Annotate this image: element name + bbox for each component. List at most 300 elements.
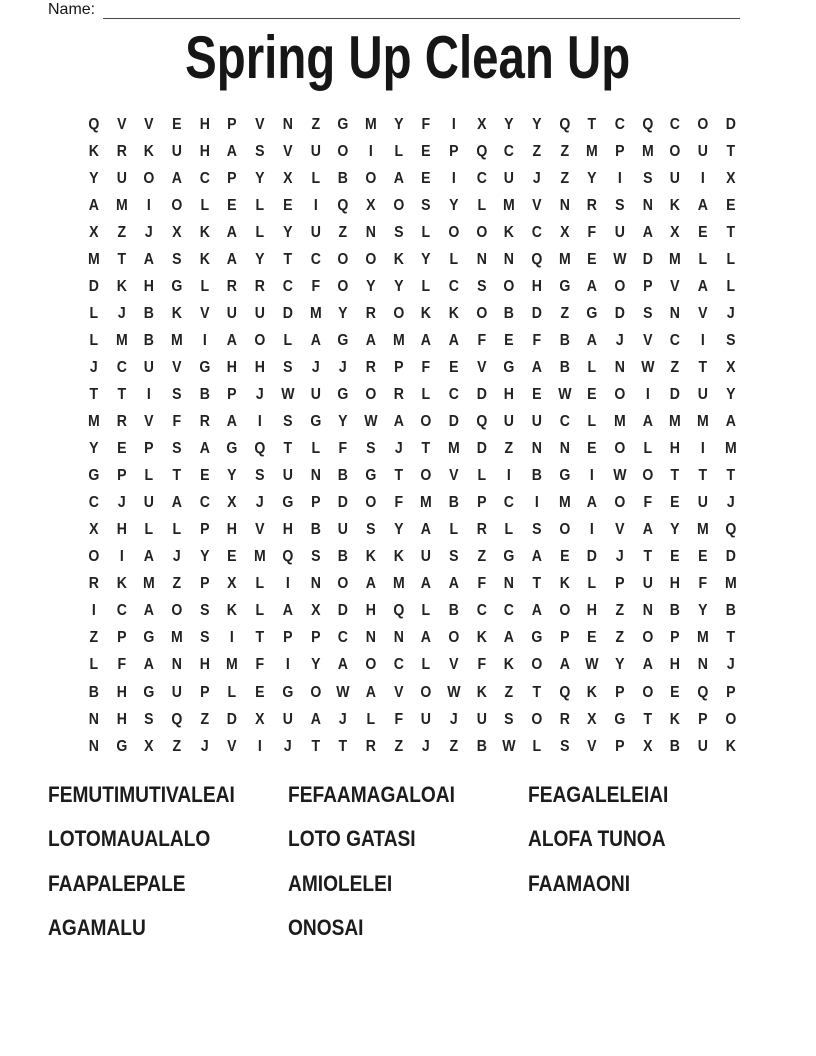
grid-cell: T [698,467,708,485]
grid-cell: O [392,304,404,322]
grid-cell: Z [477,548,486,566]
grid-cell: R [393,385,404,403]
grid-cell: L [587,358,597,376]
grid-cell: M [171,331,183,349]
grid-cell: O [642,629,654,647]
grid-cell: C [282,277,293,295]
grid-cell: Y [449,196,459,214]
grid-cell: W [557,385,572,403]
grid-cell: B [725,602,736,620]
grid-cell: X [587,710,597,728]
grid-cell: K [504,223,515,241]
grid-cell: D [476,385,487,403]
grid-cell: Q [88,115,100,133]
grid-cell: X [725,169,736,187]
grid-cell: V [172,358,182,376]
grid-cell: Y [587,169,597,187]
grid-cell: Z [172,737,182,755]
grid-cell: H [199,656,210,674]
grid-cell: G [199,358,211,376]
grid-cell: C [476,169,487,187]
grid-cell: C [116,602,127,620]
grid-cell: Y [725,385,736,403]
grid-cell: P [310,494,321,512]
grid-cell: I [313,196,318,214]
grid-cell: Q [531,250,543,268]
grid-cell: B [144,304,155,322]
grid-cell: U [697,142,709,160]
grid-cell: A [642,223,653,241]
grid-cell: F [532,331,542,349]
grid-cell: R [227,277,238,295]
grid-cell: Y [670,521,680,539]
grid-cell: T [172,467,182,485]
grid-cell: S [144,710,154,728]
grid-cell: X [255,710,265,728]
grid-cell: T [394,467,403,485]
grid-cell: A [199,440,210,458]
grid-cell: K [670,196,681,214]
grid-cell: W [585,656,599,674]
grid-cell: E [670,683,680,701]
grid-cell: H [531,277,542,295]
grid-cell: E [587,385,597,403]
grid-cell: A [642,521,653,539]
grid-cell: B [337,169,349,187]
grid-cell: N [531,440,542,458]
grid-cell: R [476,521,487,539]
grid-cell: C [337,629,349,647]
grid-cell: Z [200,710,209,728]
grid-cell: J [726,304,735,322]
grid-cell: A [559,656,570,674]
puzzle-title-text: Spring Up Clean Up [185,24,631,91]
grid-cell: J [283,737,292,755]
grid-cell: I [230,629,235,647]
grid-cell: D [282,304,293,322]
grid-cell: M [614,413,626,431]
grid-cell: S [615,196,625,214]
grid-cell: A [642,656,653,674]
grid-cell: A [365,683,376,701]
grid-cell: F [311,277,320,295]
grid-cell: V [255,521,265,539]
word-item: LOTOMAUALALO [48,826,211,852]
grid-cell: K [421,304,432,322]
grid-cell: M [558,494,571,512]
grid-cell: O [475,304,487,322]
grid-cell: J [726,494,735,512]
grid-cell: X [89,223,99,241]
grid-cell: K [504,656,515,674]
grid-cell: K [227,602,238,620]
grid-cell: I [451,169,456,187]
grid-cell: Y [310,656,321,674]
grid-cell: T [283,440,292,458]
grid-cell: U [421,548,432,566]
grid-cell: N [88,737,99,755]
grid-cell: J [145,223,154,241]
grid-cell: P [199,575,210,593]
grid-cell: U [697,494,709,512]
grid-cell: O [143,169,155,187]
grid-cell: V [642,331,653,349]
grid-cell: I [285,575,290,593]
grid-cell: A [88,196,99,214]
grid-cell: Y [393,115,404,133]
grid-cell: O [337,575,349,593]
grid-cell: K [171,304,182,322]
grid-cell: J [256,385,264,403]
grid-cell: O [365,656,377,674]
grid-cell: U [531,413,542,431]
grid-cell: U [282,710,293,728]
grid-cell: T [726,629,735,647]
grid-cell: M [724,575,737,593]
grid-cell: U [421,710,432,728]
grid-cell: A [642,413,653,431]
grid-cell: S [199,602,210,620]
grid-cell: O [420,467,432,485]
grid-cell: O [365,494,377,512]
grid-cell: U [697,737,709,755]
grid-cell: O [559,602,571,620]
grid-cell: L [89,331,99,349]
grid-cell: S [421,196,431,214]
grid-cell: M [641,142,654,160]
grid-cell: M [115,331,128,349]
grid-cell: W [336,683,350,701]
word-bank-column [288,773,480,951]
grid-cell: F [477,575,486,593]
grid-cell: T [311,737,320,755]
grid-cell: A [227,250,238,268]
grid-cell: N [642,602,653,620]
grid-cell: V [144,413,154,431]
word-bank-column [48,773,263,951]
grid-cell: A [310,331,321,349]
grid-cell: L [504,521,514,539]
grid-cell: O [337,142,349,160]
grid-cell: B [144,331,155,349]
grid-cell: H [227,358,238,376]
grid-cell: H [365,602,376,620]
grid-cell: X [227,575,237,593]
grid-cell: R [254,277,266,295]
grid-cell: Y [366,277,376,295]
grid-cell: U [642,575,653,593]
grid-cell: U [697,385,709,403]
grid-cell: P [725,683,736,701]
grid-cell: G [586,304,598,322]
grid-cell: A [310,710,321,728]
grid-cell: N [171,656,182,674]
grid-cell: C [504,602,515,620]
grid-cell: E [227,548,237,566]
grid-cell: U [254,304,266,322]
grid-cell: C [88,494,99,512]
grid-cell: V [670,277,680,295]
grid-cell: C [670,331,681,349]
grid-cell: A [697,196,709,214]
grid-cell: A [144,250,155,268]
grid-cell: K [670,710,681,728]
grid-cell: R [116,142,127,160]
grid-cell: H [670,440,681,458]
grid-cell: M [447,440,460,458]
grid-cell: U [116,169,127,187]
grid-cell: F [477,331,486,349]
grid-cell: M [392,575,405,593]
grid-cell: P [282,629,293,647]
grid-cell: N [365,223,376,241]
grid-cell: D [476,440,487,458]
grid-cell: L [227,683,237,701]
grid-cell: O [420,683,432,701]
grid-cell: X [227,494,237,512]
grid-cell: I [590,467,595,485]
grid-cell: L [255,196,265,214]
grid-cell: Y [698,602,708,620]
grid-cell: R [365,304,376,322]
grid-cell: I [701,331,705,349]
grid-cell: U [227,304,238,322]
grid-cell: L [255,602,265,620]
grid-cell: S [310,548,321,566]
grid-cell: P [393,358,404,376]
grid-cell: N [642,196,653,214]
grid-cell: Q [725,521,737,539]
grid-cell: S [199,629,210,647]
grid-cell: O [559,521,571,539]
grid-cell: N [310,575,321,593]
grid-cell: F [394,494,403,512]
grid-cell: Z [311,115,320,133]
grid-cell: A [227,413,238,431]
grid-cell: K [365,548,376,566]
grid-cell: T [117,385,126,403]
grid-cell: Q [559,115,571,133]
grid-cell: S [255,467,265,485]
grid-cell: R [116,413,127,431]
grid-cell: O [365,169,377,187]
grid-cell: K [393,250,404,268]
grid-cell: X [144,737,154,755]
grid-cell: F [421,358,431,376]
grid-cell: E [449,358,459,376]
grid-cell: F [394,710,403,728]
word-item: FEMUTIMUTIVALEAI [48,782,235,807]
grid-cell: H [116,521,127,539]
grid-cell: V [144,115,154,133]
grid-cell: G [337,115,349,133]
grid-cell: R [559,710,570,728]
grid-cell: G [337,331,349,349]
grid-cell: S [504,710,514,728]
grid-cell: L [89,304,99,322]
grid-cell: D [531,304,542,322]
grid-cell: W [640,358,655,376]
grid-cell: U [504,169,515,187]
grid-cell: Q [171,710,183,728]
grid-cell: Y [89,440,99,458]
grid-cell: V [532,196,542,214]
grid-cell: Z [560,142,569,160]
grid-cell: A [144,656,155,674]
grid-cell: B [199,385,210,403]
grid-cell: S [725,331,736,349]
word-item: ALOFA TUNOA [528,826,666,852]
grid-cell: E [421,169,431,187]
word-bank [0,773,816,973]
grid-cell: N [504,575,515,593]
grid-cell: E [172,115,182,133]
grid-cell: G [614,710,626,728]
grid-cell: H [670,575,681,593]
grid-cell: V [449,467,459,485]
grid-cell: U [504,413,515,431]
grid-cell: W [613,250,627,268]
grid-cell: A [725,413,736,431]
grid-cell: H [670,656,681,674]
grid-cell: J [449,710,458,728]
grid-cell: M [226,656,239,674]
grid-cell: I [368,142,373,160]
grid-cell: T [255,629,265,647]
grid-cell: U [171,683,182,701]
grid-cell: D [670,385,681,403]
grid-cell: E [227,196,237,214]
grid-cell: P [144,440,154,458]
grid-cell: Z [670,358,680,376]
grid-cell: E [670,494,680,512]
grid-cell: H [144,277,155,295]
grid-cell: P [559,629,570,647]
grid-cell: M [115,196,128,214]
word-bank-column [528,773,689,906]
grid-cell: Y [338,304,348,322]
grid-cell: M [697,413,709,431]
grid-cell: B [504,304,515,322]
grid-cell: M [697,521,709,539]
grid-cell: E [116,440,127,458]
grid-cell: C [504,494,515,512]
grid-cell: W [447,683,461,701]
grid-cell: L [421,385,431,403]
grid-cell: S [366,521,376,539]
grid-cell: O [448,223,460,241]
grid-cell: A [421,331,432,349]
grid-cell: O [309,683,321,701]
grid-cell: P [199,683,210,701]
grid-cell: B [337,467,349,485]
grid-cell: T [587,115,597,133]
grid-cell: G [503,358,515,376]
grid-cell: G [309,413,321,431]
grid-cell: K [559,575,570,593]
grid-cell: R [88,575,99,593]
grid-cell: L [421,223,431,241]
grid-cell: K [476,629,487,647]
grid-cell: J [339,710,347,728]
grid-cell: J [615,548,624,566]
grid-cell: P [698,710,708,728]
grid-cell: Z [117,223,126,241]
grid-cell: X [282,169,293,187]
grid-cell: K [199,250,210,268]
grid-cell: K [116,277,127,295]
grid-cell: R [365,358,376,376]
grid-cell: O [697,115,709,133]
grid-cell: V [199,304,210,322]
grid-cell: T [421,440,431,458]
grid-cell: F [587,223,597,241]
grid-cell: I [701,440,705,458]
grid-cell: A [421,575,432,593]
grid-cell: M [171,629,183,647]
grid-cell: G [226,440,238,458]
grid-cell: E [282,196,293,214]
grid-cell: X [366,196,376,214]
grid-cell: A [282,602,293,620]
grid-cell: F [338,440,348,458]
grid-cell: O [531,656,543,674]
grid-cell: P [615,737,625,755]
grid-cell: I [701,169,705,187]
grid-cell: I [202,331,207,349]
grid-cell: V [393,683,404,701]
grid-cell: I [451,115,456,133]
grid-cell: M [254,548,266,566]
grid-cell: C [559,413,570,431]
grid-cell: N [614,358,625,376]
grid-cell: S [642,304,653,322]
grid-cell: A [171,169,182,187]
grid-cell: W [613,467,627,485]
grid-cell: L [449,521,459,539]
grid-cell: F [172,413,182,431]
grid-cell: M [669,250,682,268]
grid-cell: H [282,521,293,539]
grid-cell: Z [504,440,514,458]
grid-cell: J [311,358,320,376]
grid-cell: G [531,629,543,647]
grid-cell: S [476,277,487,295]
grid-cell: A [144,548,155,566]
grid-cell: A [365,331,376,349]
grid-cell: G [143,629,155,647]
grid-cell: A [365,575,376,593]
grid-cell: J [89,358,98,376]
grid-cell: L [255,223,265,241]
grid-cell: A [421,521,432,539]
grid-cell: E [587,440,597,458]
grid-cell: Y [421,250,431,268]
grid-cell: S [559,737,570,755]
grid-cell: G [337,385,349,403]
grid-cell: G [282,683,294,701]
grid-cell: J [532,169,541,187]
grid-cell: P [310,629,321,647]
name-label: Name: [48,1,96,18]
grid-cell: Z [532,142,542,160]
grid-cell: Y [199,548,210,566]
grid-cell: K [393,548,404,566]
grid-cell: U [476,710,487,728]
grid-cell: U [670,169,681,187]
grid-cell: J [200,737,209,755]
grid-cell: Z [338,223,348,241]
